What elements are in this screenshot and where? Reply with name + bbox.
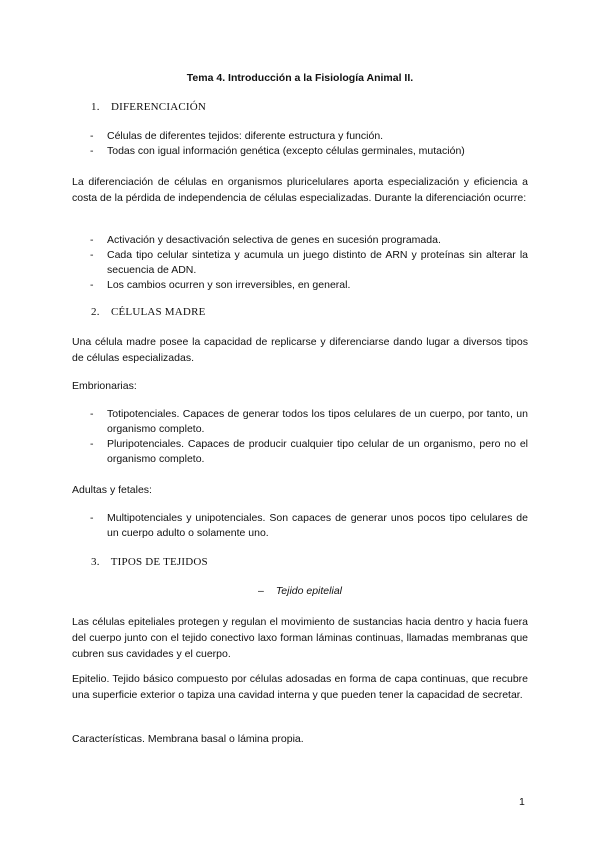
embrionarias-bullets: [72, 407, 528, 467]
list-item: - Células de diferentes tejidos: diferente estructura y función.: [72, 129, 528, 144]
section-title: CÉLULAS MADRE: [110, 306, 206, 318]
adultas-label: Adultas y fetales:: [72, 484, 152, 496]
page-number: 1: [519, 796, 525, 808]
list-item: - Los cambios ocurren y son irreversibles, en general.: [72, 278, 528, 293]
list-item: - Totipotenciales. Capaces de generar todos los tipos celulares de un cuerpo, por tanto, un organismo completo.: [72, 407, 528, 437]
celulas-madre-paragraph: Una célula madre posee la capacidad de replicarse y diferenciarse dando lugar a diversos tipos de células especializadas.: [72, 336, 528, 364]
tejidos-paragraph-1: Las células epiteliales protegen y regulan el movimiento de sustancias hacia dentro y hacia fuera del cuerpo junto con el tejido conectivo laxo forman láminas continuas, llamadas membranas que cubren sus cavidades y el cuerpo.: [72, 616, 528, 660]
document-title: Tema 4. Introducción a la Fisiología Animal II.: [186, 72, 414, 84]
diferenciacion-bullets-2: [72, 233, 528, 293]
section-number: 3.: [91, 556, 100, 568]
section-heading-celulas-madre: [91, 306, 206, 318]
subheading-text: Tejido epitelial: [275, 585, 342, 597]
list-item: - Cada tipo celular sintetiza y acumula un juego distinto de ARN y proteínas sin alterar la secuencia de ADN.: [72, 248, 528, 278]
section-number: 2.: [91, 306, 100, 318]
subheading-dash: –: [257, 585, 264, 597]
section-number: 1.: [91, 101, 100, 113]
tejido-epitelial-subheading: [0, 585, 600, 597]
diferenciacion-bullets: [72, 129, 528, 159]
list-item: - Todas con igual información genética (excepto células germinales, mutación): [72, 144, 528, 159]
diferenciacion-paragraph: La diferenciación de células en organismos pluricelulares aporta especialización y eficiencia a costa de la pérdida de independencia de células especializadas. Durante la diferenciación ocurre:: [72, 176, 528, 204]
section-title: DIFERENCIACIÓN: [110, 101, 207, 113]
adultas-bullets: [72, 511, 528, 541]
section-heading-tipos-tejidos: [91, 556, 208, 568]
list-item: - Pluripotenciales. Capaces de producir cualquier tipo celular de un organismo, pero no el organismo completo.: [72, 437, 528, 467]
section-title: TIPOS DE TEJIDOS: [110, 556, 208, 568]
tejidos-paragraph-2: Epitelio. Tejido básico compuesto por células adosadas en forma de capa continuas, que recubre una superficie exterior o tapiza una cavidad interna y que pueden tener la capacidad de secretar.: [72, 673, 528, 701]
list-item: - Activación y desactivación selectiva de genes en sucesión programada.: [72, 233, 528, 248]
embrionarias-label: Embrionarias:: [72, 380, 137, 392]
tejidos-paragraph-3: Características. Membrana basal o lámina propia.: [72, 733, 304, 745]
list-item: - Multipotenciales y unipotenciales. Son capaces de generar unos pocos tipo celulares de un cuerpo adulto o solamente uno.: [72, 511, 528, 541]
section-heading-diferenciacion: [91, 101, 206, 113]
